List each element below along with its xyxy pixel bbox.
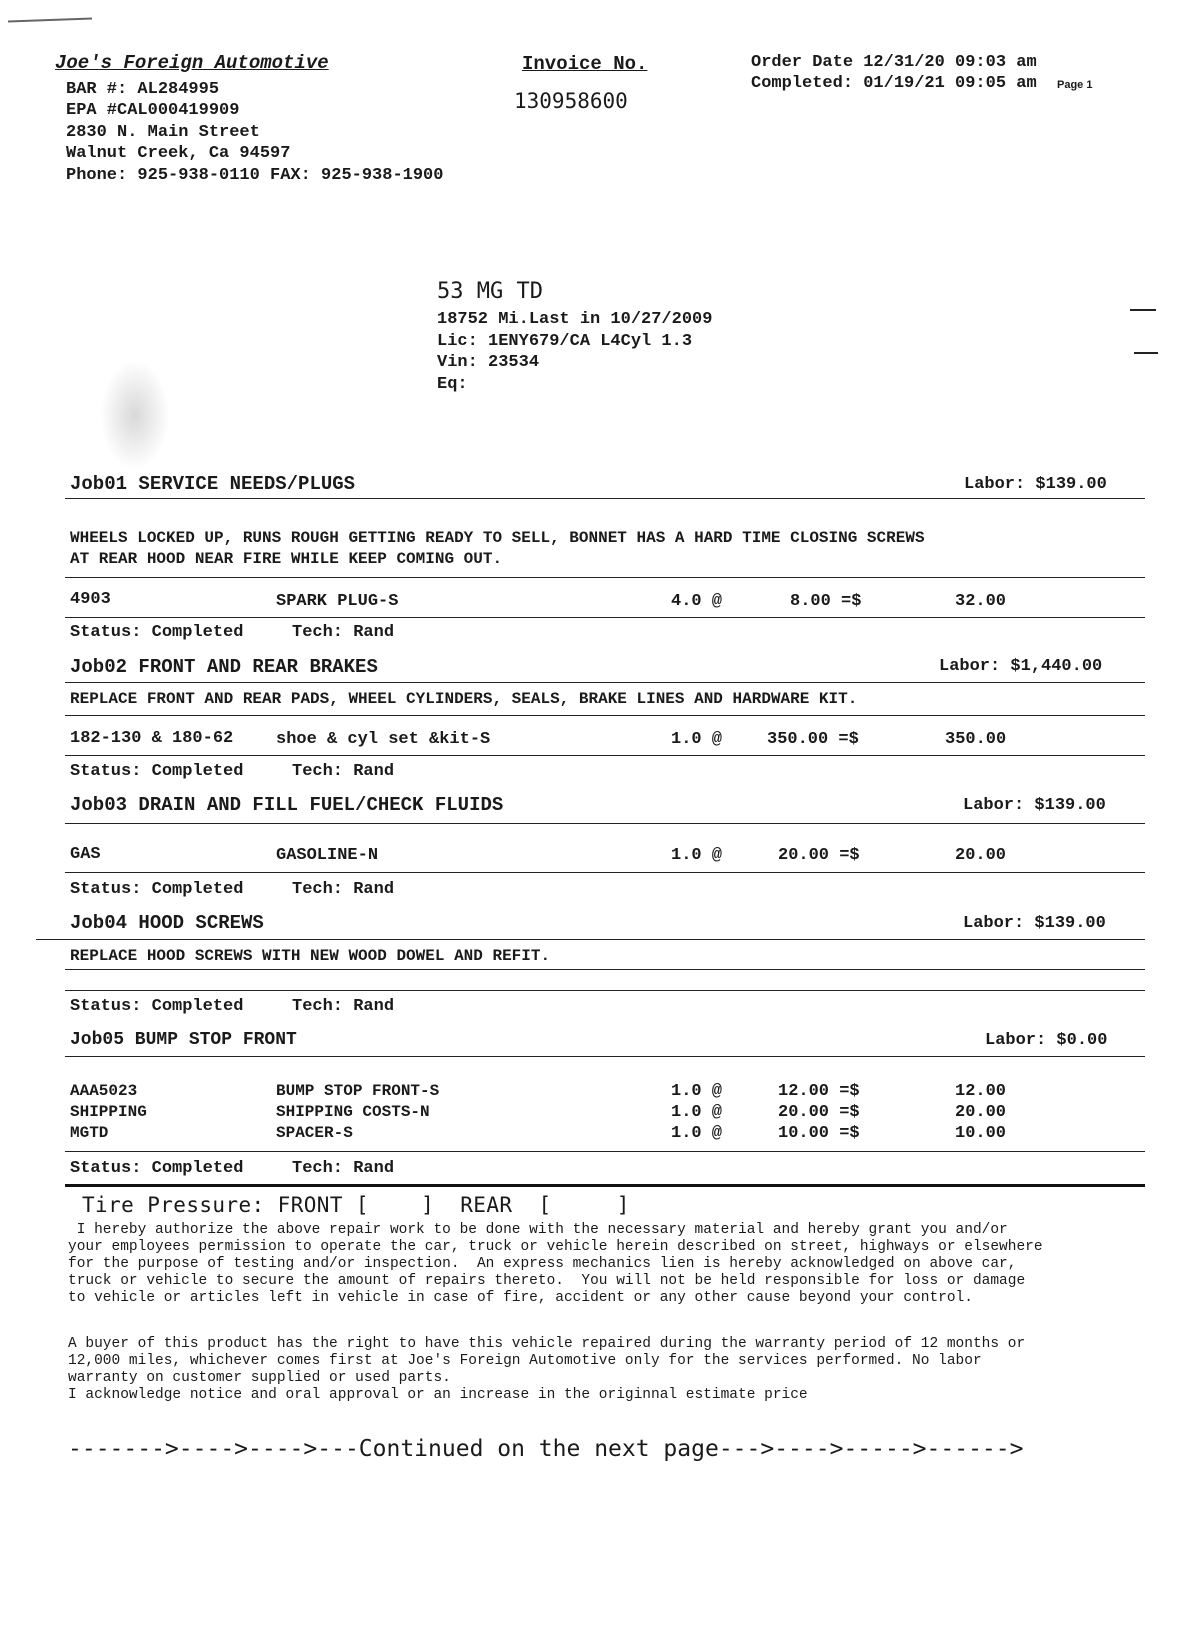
job-labor: Labor: $139.00 xyxy=(964,475,1107,494)
job-tech: Tech: Rand xyxy=(292,880,395,899)
job-title: Job04 HOOD SCREWS xyxy=(70,912,264,934)
divider-thick xyxy=(65,1184,1145,1187)
job-status: Status: Completed xyxy=(70,880,244,899)
job-title: Job02 FRONT AND REAR BRAKES xyxy=(70,656,378,678)
vehicle-mileage: 18752 Mi.Last in 10/27/2009 xyxy=(437,310,713,329)
part-qty: 4.0 @ xyxy=(671,592,723,611)
part-desc: SPARK PLUG-S xyxy=(276,592,399,611)
vehicle-title: 53 MG TD xyxy=(437,279,543,304)
shop-phone: Phone: 925-938-0110 FAX: 925-938-1900 xyxy=(66,166,444,185)
vehicle-eq: Eq: xyxy=(437,375,468,394)
epa-number: EPA #CAL000419909 xyxy=(66,101,240,120)
part-total: 12.00 xyxy=(955,1082,1007,1101)
warranty-line: 12,000 miles, whichever comes first at Joe's Foreign Automotive only for the services performed. No labor xyxy=(68,1353,982,1369)
part-code: 182-130 & 180-62 xyxy=(70,729,234,748)
job-tech: Tech: Rand xyxy=(292,1159,395,1178)
authorization-line: to vehicle or articles left in vehicle in case of fire, accident or any other cause beyond your control. xyxy=(68,1290,973,1306)
part-code: MGTD xyxy=(70,1124,109,1142)
part-desc: SPACER-S xyxy=(276,1124,353,1142)
part-total: 350.00 xyxy=(945,730,1007,749)
job-labor: Labor: $0.00 xyxy=(985,1031,1108,1050)
part-total: 10.00 xyxy=(955,1124,1007,1143)
order-date: Order Date 12/31/20 09:03 am xyxy=(751,53,1037,72)
job-status: Status: Completed xyxy=(70,1159,244,1178)
part-qty: 1.0 @ xyxy=(671,1124,723,1143)
tire-pressure: Tire Pressure: FRONT [ ] REAR [ ] xyxy=(82,1193,630,1217)
divider xyxy=(65,682,1145,683)
job-title: Job03 DRAIN AND FILL FUEL/CHECK FLUIDS xyxy=(70,794,504,816)
job-labor: Labor: $1,440.00 xyxy=(939,657,1103,676)
shop-name: Joe's Foreign Automotive xyxy=(55,52,329,74)
part-price: 20.00 =$ xyxy=(778,846,860,865)
job-labor: Labor: $139.00 xyxy=(963,796,1106,815)
job-note: REPLACE HOOD SCREWS WITH NEW WOOD DOWEL AND REFIT. xyxy=(70,947,551,965)
vehicle-vin: Vin: 23534 xyxy=(437,353,540,372)
divider xyxy=(65,969,1145,970)
authorization-line: for the purpose of testing and/or inspection. An express mechanics lien is hereby acknowledged on above car, xyxy=(68,1256,1017,1272)
part-qty: 1.0 @ xyxy=(671,1082,723,1101)
part-price: 12.00 =$ xyxy=(778,1082,860,1101)
part-desc: GASOLINE-N xyxy=(276,846,379,865)
shop-street: 2830 N. Main Street xyxy=(66,123,260,142)
divider xyxy=(65,755,1145,756)
part-total: 20.00 xyxy=(955,846,1007,865)
scan-mark-top xyxy=(8,18,92,23)
scan-mark-right-1 xyxy=(1130,309,1156,311)
job-status: Status: Completed xyxy=(70,623,244,642)
warranty-line: warranty on customer supplied or used parts. xyxy=(68,1370,451,1386)
completed-date: Completed: 01/19/21 09:05 am xyxy=(751,74,1037,93)
divider xyxy=(65,715,1145,716)
divider xyxy=(65,872,1145,873)
authorization-line: your employees permission to operate the car, truck or vehicle herein described on street, highways or elsewhere xyxy=(68,1239,1043,1255)
part-qty: 1.0 @ xyxy=(671,730,723,749)
part-price: 350.00 =$ xyxy=(767,730,859,749)
part-total: 32.00 xyxy=(955,592,1007,611)
job-tech: Tech: Rand xyxy=(292,762,395,781)
invoice-label: Invoice No. xyxy=(522,53,648,75)
bar-number: BAR #: AL284995 xyxy=(66,80,220,99)
part-desc: BUMP STOP FRONT-S xyxy=(276,1082,440,1100)
warranty-line: A buyer of this product has the right to have this vehicle repaired during the warranty period of 12 months or xyxy=(68,1336,1026,1352)
page-number: Page 1 xyxy=(1057,79,1093,91)
scan-smudge xyxy=(100,360,170,470)
divider xyxy=(65,617,1145,618)
job-note: WHEELS LOCKED UP, RUNS ROUGH GETTING READY TO SELL, BONNET HAS A HARD TIME CLOSING SCREWS xyxy=(70,529,925,547)
part-price: 8.00 =$ xyxy=(790,592,862,611)
part-qty: 1.0 @ xyxy=(671,1103,723,1122)
job-title: Job01 SERVICE NEEDS/PLUGS xyxy=(70,473,356,495)
job-note: REPLACE FRONT AND REAR PADS, WHEEL CYLINDERS, SEALS, BRAKE LINES AND HARDWARE KIT. xyxy=(70,690,858,708)
divider xyxy=(65,990,1145,991)
authorization-line: I hereby authorize the above repair work to be done with the necessary material and hereby grant you and/or xyxy=(68,1222,1008,1238)
part-price: 20.00 =$ xyxy=(778,1103,860,1122)
divider xyxy=(65,577,1145,578)
invoice-number: 130958600 xyxy=(514,89,628,113)
divider xyxy=(65,1151,1145,1152)
divider xyxy=(65,1056,1145,1057)
part-desc: shoe & cyl set &kit-S xyxy=(276,730,491,749)
vehicle-license: Lic: 1ENY679/CA L4Cyl 1.3 xyxy=(437,332,693,351)
part-code: GAS xyxy=(70,845,101,864)
job-labor: Labor: $139.00 xyxy=(963,914,1106,933)
part-code: 4903 xyxy=(70,590,111,609)
authorization-line: truck or vehicle to secure the amount of repairs thereto. You will not be held responsible for loss or damage xyxy=(68,1273,1026,1289)
job-status: Status: Completed xyxy=(70,997,244,1016)
shop-city: Walnut Creek, Ca 94597 xyxy=(66,144,291,163)
part-total: 20.00 xyxy=(955,1103,1007,1122)
job-title: Job05 BUMP STOP FRONT xyxy=(70,1030,297,1050)
divider xyxy=(65,498,1145,499)
divider xyxy=(65,823,1145,824)
job-tech: Tech: Rand xyxy=(292,623,395,642)
job-tech: Tech: Rand xyxy=(292,997,395,1016)
job-status: Status: Completed xyxy=(70,762,244,781)
part-price: 10.00 =$ xyxy=(778,1124,860,1143)
scan-mark-right-2 xyxy=(1134,352,1158,354)
warranty-line: I acknowledge notice and oral approval or an increase in the originnal estimate price xyxy=(68,1387,808,1403)
part-desc: SHIPPING COSTS-N xyxy=(276,1103,430,1121)
part-code: SHIPPING xyxy=(70,1103,147,1121)
divider xyxy=(36,939,1145,940)
part-qty: 1.0 @ xyxy=(671,846,723,865)
continued-notice: ------->---->---->---Continued on the next page--->---->----->------> xyxy=(68,1436,1024,1462)
part-code: AAA5023 xyxy=(70,1082,138,1100)
job-note: AT REAR HOOD NEAR FIRE WHILE KEEP COMING OUT. xyxy=(70,550,503,568)
